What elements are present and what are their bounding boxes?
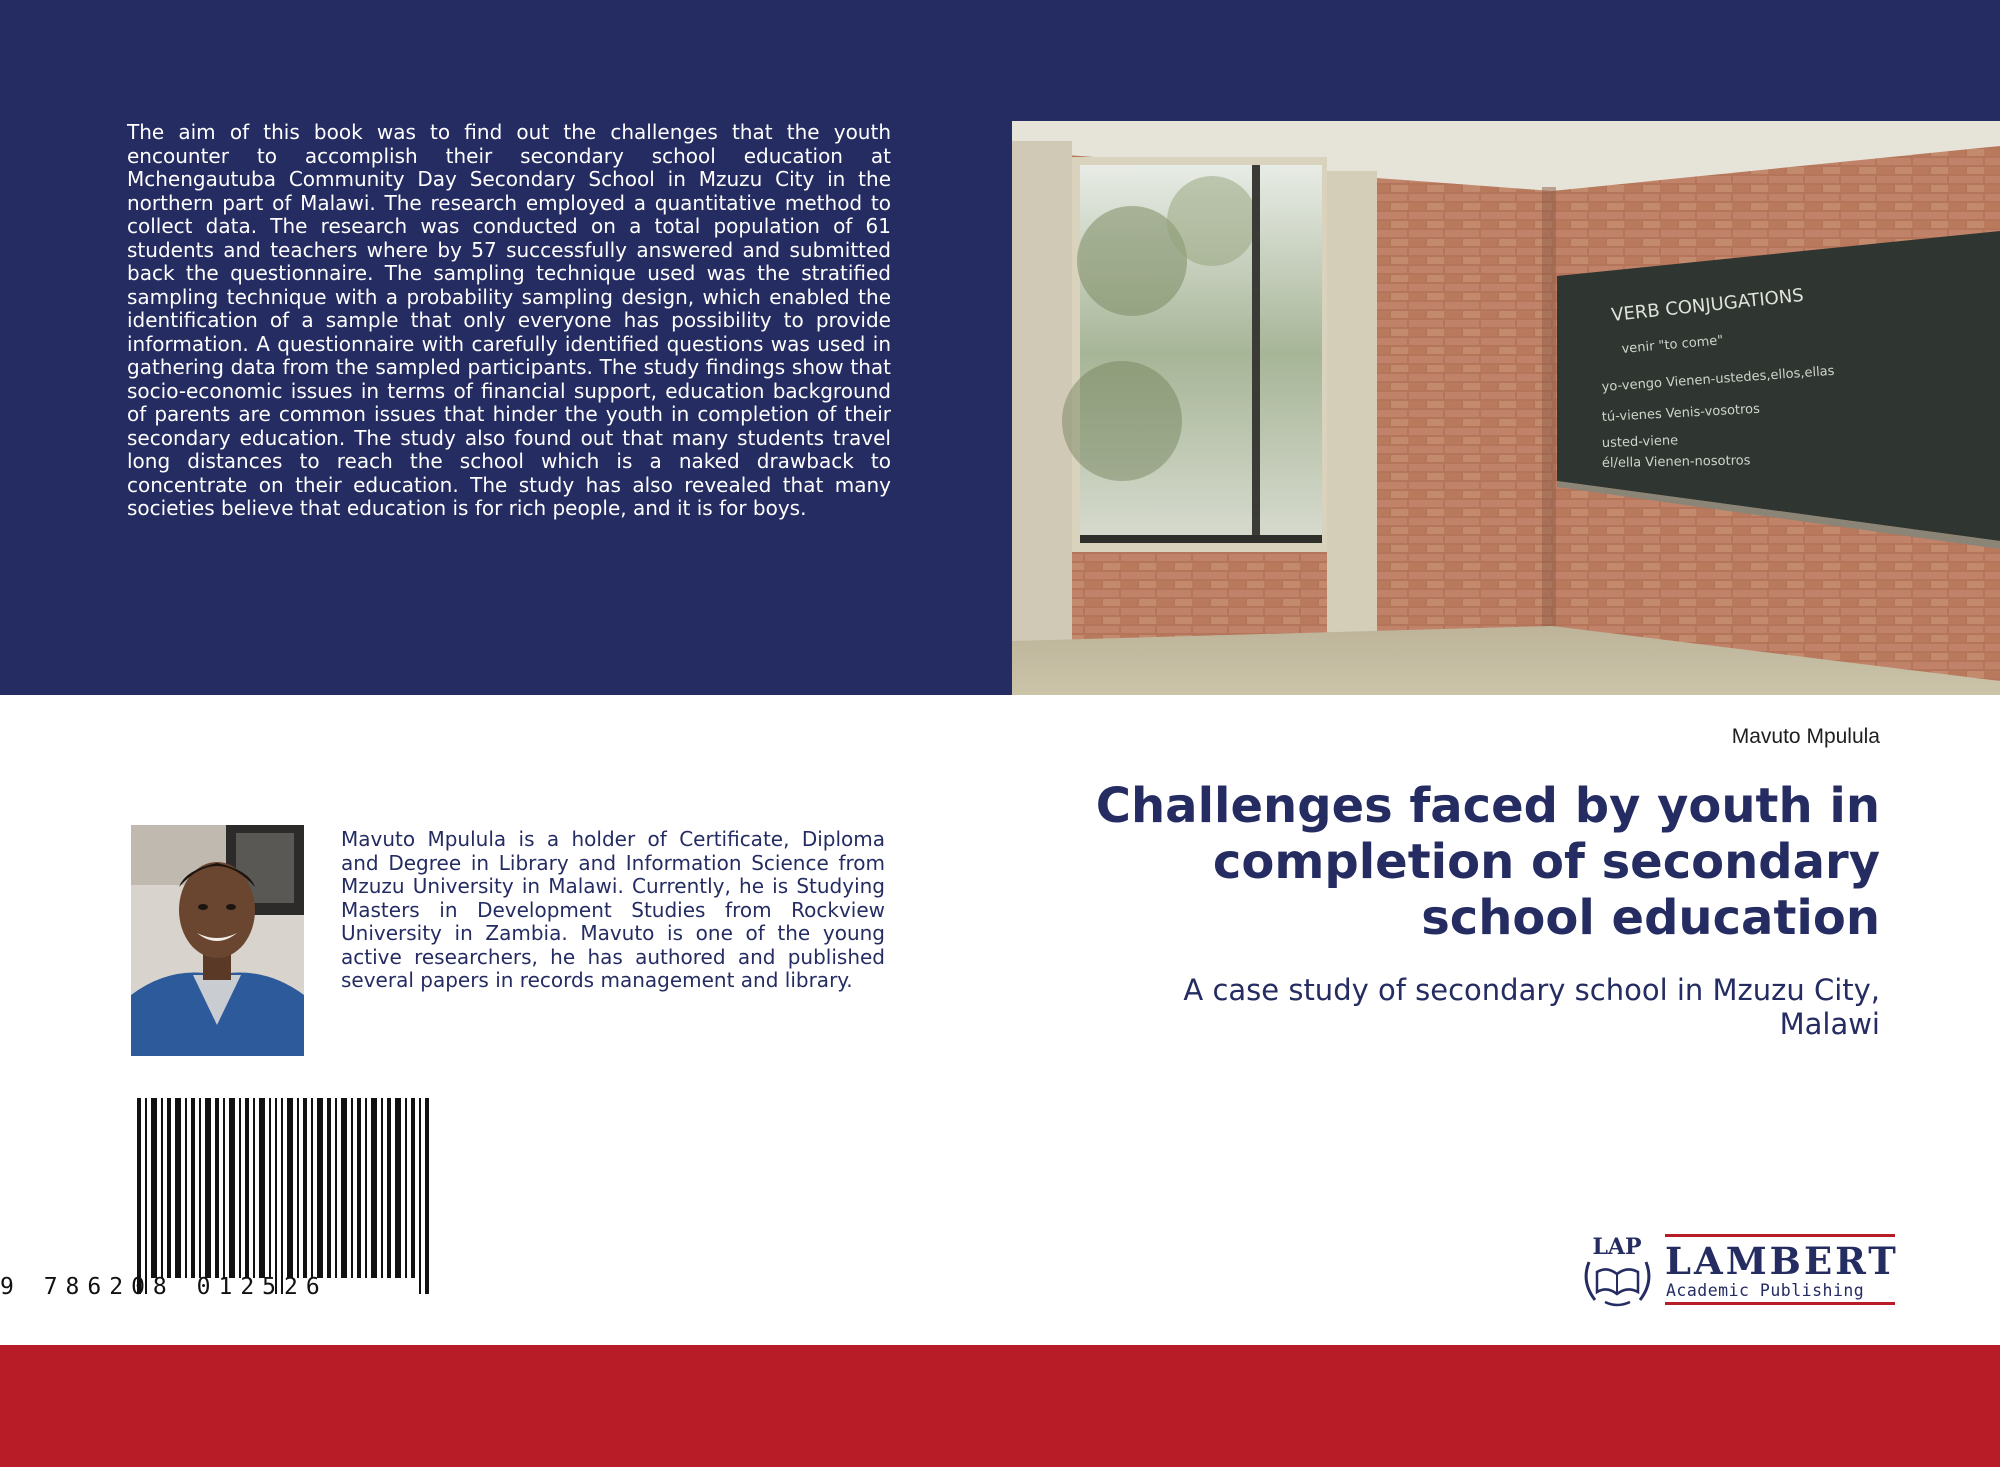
back-cover-description: The aim of this book was to find out the challenges that the youth encounter to accomplish their secondary school education at Mchengautuba Community Day Secondary School in Mzuzu City in the northern part of Malawi. The research employed a quantitative method to collect data. The research was conducted on a total population of 61 students and teachers where by 57 successfully answered and submitted back the questionnaire. The sampling technique used was the stratified sampling technique with a probability sampling design, which enabled the identification of a sample that only everyone has possibility to provide information. A questionnaire with carefully identified questions was used in gathering data from the sampled participants. The study findings show that socio-economic issues in terms of financial support, education background of parents are common issues that hinder the youth in completion of their secondary education. The study also found out that many students travel long distances to reach the school which is a naked drawback to concentrate on their education. The study has also revealed that many societies believe that education is for rich people, and it is for boys. [127,120,891,520]
publisher-name: LAMBERT [1665,1239,1899,1283]
chalkboard-line: venir "to come" [1621,333,1724,357]
emblem-text: LAP [1592,1234,1642,1260]
open-book-laurel-icon [1575,1232,1660,1312]
chalkboard-line: él/ella Vienen-nosotros [1601,453,1751,471]
chalkboard-line: tú-vienes Venis-vosotros [1601,401,1761,425]
logo-bottom-rule [1665,1302,1895,1305]
isbn-barcode [127,1098,457,1298]
author-biography: Mavuto Mpulula is a holder of Certificate, Diploma and Degree in Library and Information Science from Mzuzu University in Malawi. Currently, he is Studying Masters in Development Studies from Rockview University in Zambia. Mavuto is one of the young active researchers, he has authored and published several papers in records management and library. [341,827,885,992]
publisher-logo [1575,1232,1899,1312]
barcode-bars [137,1098,437,1294]
chalkboard-line: yo-vengo Vienen-ustedes,ellos,ellas [1601,363,1835,395]
book-title: Challenges faced by youth in completion of secondary school education [1095,778,1880,946]
author-photo [131,825,304,1056]
isbn-number: 9 786208 012526 [0,1274,328,1300]
classroom-photo [1012,121,2000,695]
publisher-tagline: Academic Publishing [1666,1281,1865,1300]
book-subtitle: A case study of secondary school in Mzuzu City, Malawi [1183,973,1880,1041]
bottom-red-band [0,1345,2000,1467]
chalkboard-line: usted-viene [1601,433,1679,451]
chalkboard-heading: VERB CONJUGATIONS [1610,284,1805,326]
front-author-name: Mavuto Mpulula [1731,725,1880,748]
logo-top-rule [1665,1234,1895,1237]
